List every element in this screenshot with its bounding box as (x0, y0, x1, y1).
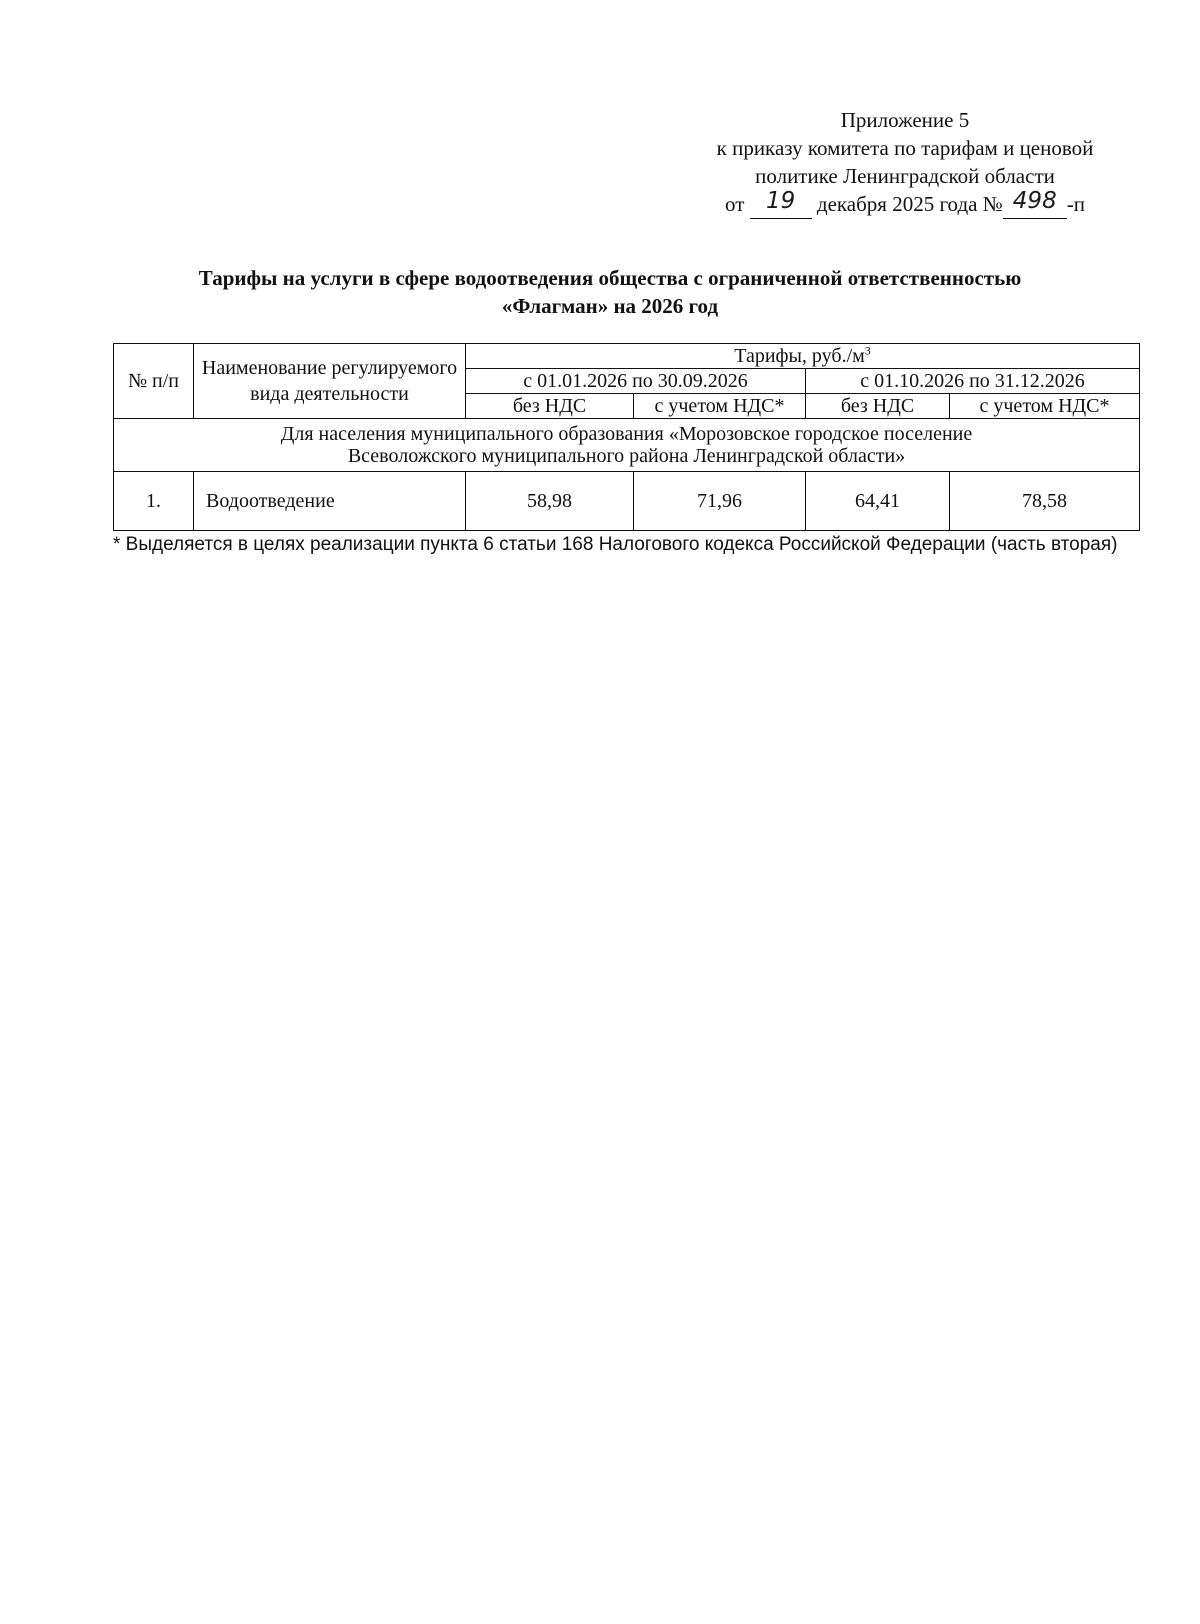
header-p1-no-vat: без НДС (466, 394, 634, 419)
header-tariffs-label: Тарифы, руб./м (734, 345, 865, 367)
appendix-header (670, 106, 1140, 219)
header-number: № п/п (114, 344, 194, 419)
appendix-date-line (670, 190, 1140, 219)
municipality-row (114, 419, 1140, 472)
row-activity-name: Водоотведение (194, 472, 466, 531)
tariffs-table (113, 343, 1140, 531)
header-activity-name: Наименование регулируемого вида деятельности (194, 344, 466, 419)
appendix-order-ref: к приказу комитета по тарифам и ценовой (716, 136, 1094, 160)
appendix-date-middle: декабря 2025 года № (816, 192, 1003, 216)
row-number: 1. (114, 472, 194, 531)
header-period-2: с 01.10.2026 по 31.12.2026 (806, 369, 1140, 394)
header-period-1: с 01.01.2026 по 30.09.2026 (466, 369, 806, 394)
document-title-line2: «Флагман» на 2026 год (501, 294, 719, 318)
row-p2-with-vat: 78,58 (950, 472, 1140, 531)
appendix-day-handwritten: 19 (766, 188, 796, 214)
header-tariffs-unit-sup: 3 (864, 343, 871, 358)
table-row (114, 472, 1140, 531)
appendix-number-field (1003, 190, 1067, 219)
municipality-cell (114, 419, 1140, 472)
table-header-row-1 (114, 344, 1140, 369)
appendix-region: политике Ленинградской области (755, 164, 1055, 188)
appendix-title: Приложение 5 (840, 108, 970, 132)
header-p2-no-vat: без НДС (806, 394, 950, 419)
municipality-line2: Всеволожского муниципального района Ленинградской области» (347, 445, 906, 467)
row-p1-no-vat: 58,98 (466, 472, 634, 531)
row-p1-with-vat: 71,96 (634, 472, 806, 531)
appendix-day-field (750, 190, 812, 219)
appendix-date-prefix: от (725, 192, 745, 216)
appendix-number-handwritten: 498 (1012, 188, 1057, 214)
header-p1-with-vat: с учетом НДС* (634, 394, 806, 419)
appendix-number-suffix: -п (1066, 192, 1085, 216)
municipality-line1: Для населения муниципального образования «Морозовское городское поселение (280, 423, 973, 445)
row-p2-no-vat: 64,41 (806, 472, 950, 531)
header-p2-with-vat: с учетом НДС* (950, 394, 1140, 419)
document-title (110, 264, 1110, 320)
header-tariffs (466, 344, 1140, 369)
document-title-line1: Тарифы на услуги в сфере водоотведения общества с ограниченной ответственностью (198, 266, 1022, 290)
vat-footnote: * Выделяется в целях реализации пункта 6 статьи 168 Налогового кодекса Российской Федерации (часть вторая) (113, 534, 1118, 555)
